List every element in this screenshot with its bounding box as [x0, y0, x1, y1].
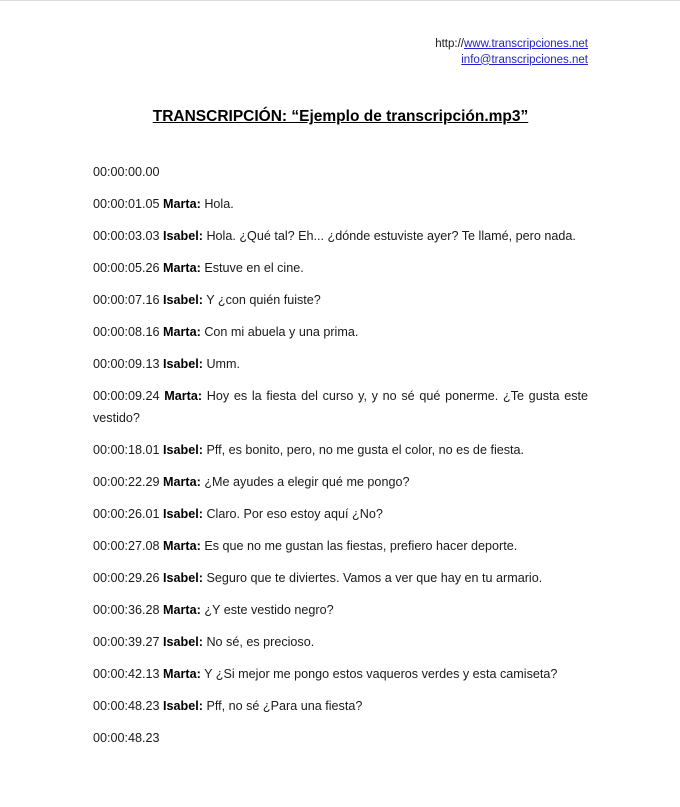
transcript-entry [93, 439, 588, 461]
transcript-entry [93, 567, 588, 589]
entry-timecode: 00:00:29.26 [93, 571, 160, 585]
entry-text: ¿Me ayudes a elegir qué me pongo? [204, 475, 410, 489]
entry-speaker: Isabel: [163, 443, 203, 457]
entry-text: Pff, es bonito, pero, no me gusta el color, no es de fiesta. [206, 443, 525, 457]
transcript-entry [93, 631, 588, 653]
entry-timecode: 00:00:42.13 [93, 667, 160, 681]
entry-timecode: 00:00:22.29 [93, 475, 160, 489]
page-title-text: TRANSCRIPCIÓN: “Ejemplo de transcripción.mp3” [152, 108, 529, 125]
entry-speaker: Marta: [163, 603, 201, 617]
entry-speaker: Marta: [163, 261, 201, 275]
website-line [93, 37, 588, 53]
entry-timecode: 00:00:03.03 [93, 229, 160, 243]
entry-timecode: 00:00:18.01 [93, 443, 160, 457]
entry-text: Es que no me gustan las fiestas, prefiero hacer deporte. [204, 539, 518, 553]
entry-timecode: 00:00:05.26 [93, 261, 160, 275]
entry-speaker: Isabel: [163, 293, 203, 307]
entry-timecode: 00:00:01.05 [93, 197, 160, 211]
entry-timecode: 00:00:48.23 [93, 699, 160, 713]
entry-timecode: 00:00:39.27 [93, 635, 160, 649]
transcript-entry [93, 321, 588, 343]
transcript-entry [93, 353, 588, 375]
entry-text: Hola. [204, 197, 234, 211]
entry-speaker: Marta: [164, 389, 203, 403]
transcript-entry [93, 193, 588, 215]
entry-timecode: 00:00:48.23 [93, 731, 160, 745]
transcript-entry [93, 225, 588, 247]
entry-text: Pff, no sé ¿Para una fiesta? [206, 699, 363, 713]
entry-text: Seguro que te diviertes. Vamos a ver que hay en tu armario. [206, 571, 543, 585]
entry-timecode: 00:00:09.13 [93, 357, 160, 371]
entry-speaker: Isabel: [163, 357, 203, 371]
entry-speaker: Marta: [163, 325, 201, 339]
entry-speaker: Isabel: [163, 571, 203, 585]
entry-speaker: Isabel: [163, 699, 203, 713]
transcript-entry [93, 385, 588, 429]
entry-speaker: Marta: [163, 475, 201, 489]
entry-text: Y ¿con quién fuiste? [206, 293, 321, 307]
entry-speaker: Isabel: [163, 635, 203, 649]
entry-timecode: 00:00:09.24 [93, 389, 160, 403]
transcript-entry [93, 257, 588, 279]
entry-timecode: 00:00:26.01 [93, 507, 160, 521]
transcript-entry [93, 535, 588, 557]
entry-text: Umm. [206, 357, 241, 371]
transcript-entry [93, 727, 588, 749]
entry-timecode: 00:00:36.28 [93, 603, 160, 617]
entry-speaker: Isabel: [163, 507, 203, 521]
url-protocol-text: http:// [435, 38, 464, 50]
transcript-entry [93, 599, 588, 621]
transcript-entry [93, 161, 588, 183]
transcript-entry [93, 471, 588, 493]
entry-text: Y ¿Si mejor me pongo estos vaqueros verdes y esta camiseta? [204, 667, 558, 681]
entry-timecode: 00:00:07.16 [93, 293, 160, 307]
entry-timecode: 00:00:08.16 [93, 325, 160, 339]
entry-text: Hola. ¿Qué tal? Eh... ¿dónde estuviste ayer? Te llamé, pero nada. [206, 229, 576, 243]
entry-text: No sé, es precioso. [206, 635, 315, 649]
entry-speaker: Isabel: [163, 229, 203, 243]
transcript-entry [93, 695, 588, 717]
header-contact-block [93, 37, 588, 68]
entry-text: Estuve en el cine. [204, 261, 304, 275]
entry-timecode: 00:00:00.00 [93, 165, 160, 179]
transcript-entry [93, 289, 588, 311]
email-line [93, 53, 588, 69]
transcript-body [93, 161, 588, 749]
transcript-entry [93, 663, 588, 685]
entry-text: ¿Y este vestido negro? [204, 603, 334, 617]
entry-timecode: 00:00:27.08 [93, 539, 160, 553]
website-link[interactable]: www.transcripciones.net [464, 38, 588, 50]
entry-text: Hoy es la fiesta del curso y, y no sé qué ponerme. ¿Te gusta este vestido? [93, 389, 588, 425]
entry-speaker: Marta: [163, 539, 201, 553]
transcript-entry [93, 503, 588, 525]
email-link[interactable]: info@transcripciones.net [461, 53, 588, 66]
entry-text: Claro. Por eso estoy aquí ¿No? [206, 507, 383, 521]
entry-speaker: Marta: [163, 667, 201, 681]
entry-speaker: Marta: [163, 197, 201, 211]
page-title [93, 106, 588, 128]
entry-text: Con mi abuela y una prima. [204, 325, 359, 339]
